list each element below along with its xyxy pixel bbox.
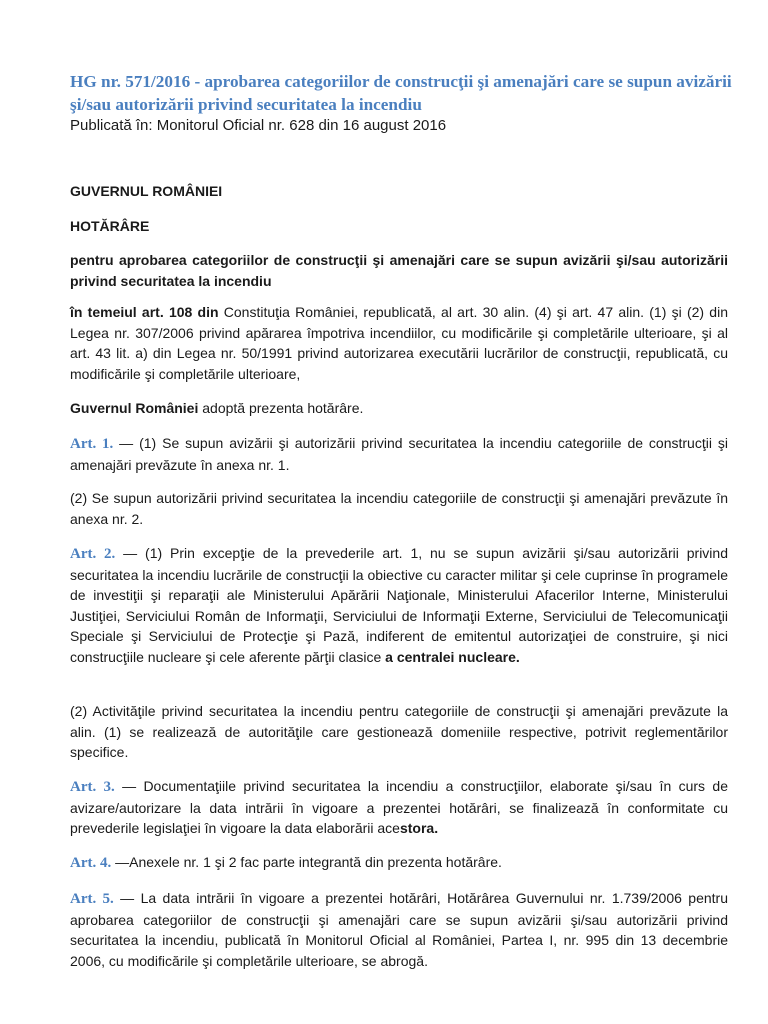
article-1-para-2: (2) Se supun autorizării privind securitatea la incendiu categoriile de construcţii şi amenajări prevăzute în anexa nr. 2. [70, 490, 728, 527]
document-title: HG nr. 571/2016 - aprobarea categoriilor de construcţii şi amenajări care se supun avizării şi/sau autorizării privind securitatea la incendiu [70, 72, 732, 114]
adoption-issuer: Guvernul României [70, 400, 199, 416]
article-1-para-1: — (1) Se supun avizării şi autorizării privind securitatea la incendiu categoriile de construcţii şi amenajări prevăzute în anexa nr. 1. [70, 435, 728, 473]
preamble-text: Constituţia României, republicată, al art. 30 alin. (4) şi art. 47 alin. (1) şi (2) din Legea nr. 307/2006 privind apărarea împotriva incendiilor, cu modificările şi completările ulterioare, şi al art. 43 lit. a) din Legea nr. 50/1991 privind autorizarea executării lucrărilor de construcţii, republicată, cu modificările şi completările ulterioare, [70, 304, 728, 382]
article-2-para-1: — (1) Prin excepţie de la prevederile art. 1, nu se supun avizării şi/sau autorizării privind securitatea la incendiu lucrările de construcţii la obiective cu caracter militar şi cele cuprinse în programele de investiţii şi reparaţii ale Ministerului Apărării Naţionale, Ministerului Afacerilor Interne, Ministerului Justiţiei, Serviciului Român de Informaţii, Serviciului de Informaţii Externe, Serviciului de Telecomunicaţii Speciale şi Serviciului de Protecţie şi Pază, indiferent de emitentul autorizaţiei de construire, şi nici construcţiile nucleare şi cele aferente părţii clasice [70, 545, 728, 665]
article-4-label: Art. 4. [70, 855, 112, 871]
article-5 [70, 888, 728, 971]
publication-info: Publicată în: Monitorul Oficial nr. 628 din 16 august 2016 [70, 117, 447, 134]
article-3-label: Art. 3. [70, 779, 115, 795]
article-2-label: Art. 2. [70, 546, 116, 562]
article-3-bold-tail: stora. [399, 820, 439, 836]
adoption-text: adoptă prezenta hotărâre. [198, 400, 364, 416]
article-2-bold-tail: a centralei nucleare. [381, 648, 520, 665]
article-4-text: —Anexele nr. 1 şi 2 fac parte integrantă din prezenta hotărâre. [111, 854, 502, 870]
preamble-lead: în temeiul art. 108 din [70, 304, 219, 320]
article-1 [70, 433, 728, 475]
article-2 [70, 543, 728, 667]
article-5-text: — La data intrării în vigoare a prezentei hotărâri, Hotărârea Guvernului nr. 1.739/2006 pentru aprobarea categoriilor de construcţii şi amenajări care se supun avizării şi/sau autorizării privind securitatea la incendiu, publicată în Monitorul Oficial al României, Partea I, nr. 995 din 13 decembrie 2006, cu modificările şi completările ulterioare, se abrogă. [70, 890, 728, 969]
article-3 [70, 776, 728, 839]
preamble [70, 302, 728, 384]
article-4 [70, 852, 728, 874]
issuer-heading: GUVERNUL ROMÂNIEI [70, 183, 223, 199]
article-3-text: — Documentaţiile privind securitatea la incendiu a construcţiilor, elaborate şi/sau în curs de avizare/autorizare la data intrării în vigoare a prezentei hotărâri, se finalizează în conformitate cu prevederile legislaţiei în vigoare la data elaborării ace [70, 778, 728, 836]
article-2-para-2: (2) Activităţile privind securitatea la incendiu pentru categoriile de construcţii şi amenajări prevăzute la alin. (1) se realizează de autorităţile care gestionează domeniile respective, potrivit reglementărilor specifice. [70, 703, 728, 760]
act-subject: pentru aprobarea categoriilor de construcţii şi amenajări care se supun avizării şi/sau autorizării privind securitatea la incendiu [70, 252, 728, 289]
article-1-label: Art. 1. [70, 436, 114, 452]
adoption-formula [70, 398, 728, 419]
act-type-heading: HOTĂRÂRE [70, 218, 150, 234]
article-5-label: Art. 5. [70, 891, 114, 907]
